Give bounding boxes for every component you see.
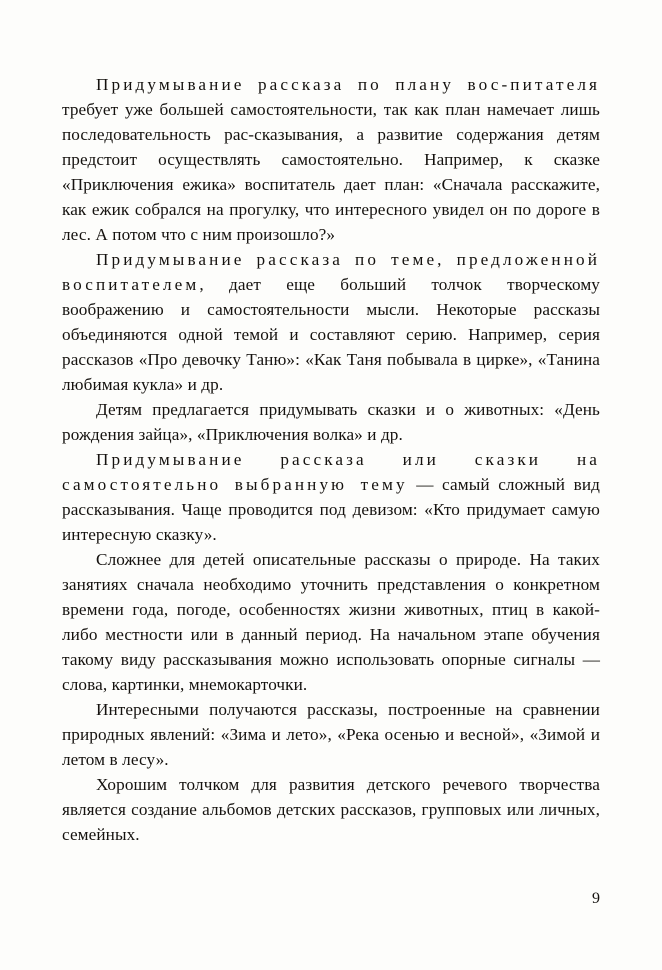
paragraph bbox=[62, 72, 600, 247]
paragraph bbox=[62, 397, 600, 447]
paragraph-lead-term: Придумывание рассказа по теме, предложенной воспитателем bbox=[62, 250, 600, 295]
page-number: 9 bbox=[592, 890, 600, 907]
paragraph-text: Интересными получаются рассказы, построенные на сравнении природных явлений: «Зима и лето», «Река осенью и весной», «Зимой и летом в лесу». bbox=[62, 700, 600, 770]
paragraph-text: Хорошим толчком для развития детского речевого творчества является создание альбомов детских рассказов, групповых или личных, семейных. bbox=[62, 775, 600, 845]
paragraph-text: требует уже большей самостоятельности, так как план намечает лишь последовательность рас-сказывания, а развитие содержания детям предстоит осуществлять самостоятельно. Например, к сказке «Приключения ежика» воспитатель дает план: «Сначала расскажите, как ежик собрался на прогулку, что интересного увидел он по дороге в лес. А потом что с ним произошло?» bbox=[62, 100, 600, 245]
paragraph bbox=[62, 697, 600, 772]
paragraph bbox=[62, 772, 600, 847]
page-body bbox=[62, 72, 600, 847]
paragraph-text: Детям предлагается придумывать сказки и о животных: «День рождения зайца», «Приключения волка» и др. bbox=[62, 400, 600, 445]
paragraph bbox=[62, 247, 600, 397]
paragraph bbox=[62, 447, 600, 547]
paragraph-lead-term: Придумывание рассказа или сказки на самостоятельно выбранную тему bbox=[62, 450, 600, 495]
paragraph-text: , дает еще больший толчок творческому воображению и самостоятельности мысли. Некоторые рассказы объединяются одной темой и составляют серию. Например, серия рассказов «Про девочку Таню»: «Как Таня побывала в цирке», «Танина любимая кукла» и др. bbox=[62, 275, 600, 395]
paragraph-lead-term: Придумывание рассказа по плану вос-питателя bbox=[96, 75, 600, 94]
paragraph-text: Сложнее для детей описательные рассказы о природе. На таких занятиях сначала необходимо уточнить представления о конкретном времени года, погоде, особенностях жизни животных, птиц в какой-либо местности или в данный период. На начальном этапе обучения такому виду рассказывания можно использовать опорные сигналы — слова, картинки, мнемокарточки. bbox=[62, 550, 600, 695]
paragraph bbox=[62, 547, 600, 697]
paragraph-text: — самый сложный вид рассказывания. Чаще проводится под девизом: «Кто придумает самую интересную сказку». bbox=[62, 475, 600, 545]
